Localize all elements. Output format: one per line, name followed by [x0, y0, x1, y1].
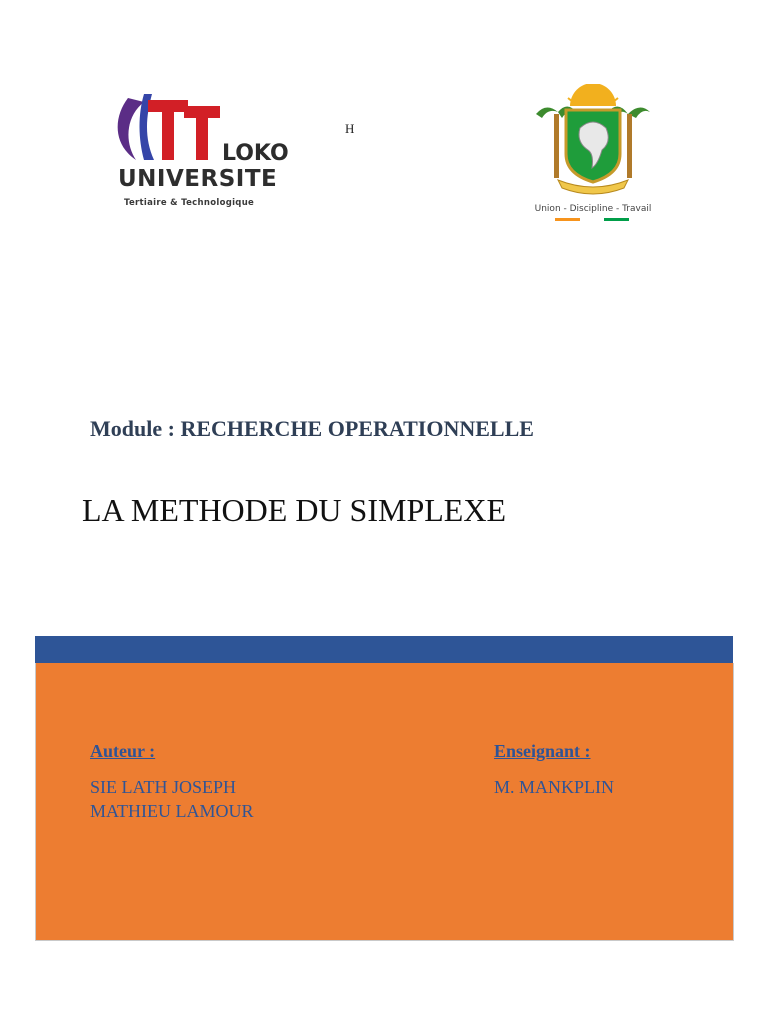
flag-stripe-white: [580, 218, 605, 221]
university-logo: [88, 86, 334, 218]
banner-info-box: [35, 663, 734, 941]
emblem-motto: Union - Discipline - Travail: [534, 204, 652, 214]
flag-stripe-green: [604, 218, 629, 221]
coat-of-arms-icon: [528, 84, 658, 202]
logo-brand-letters: LOKO: [222, 141, 289, 166]
flag-stripe-orange: [555, 218, 580, 221]
teacher-name: M. MANKPLIN: [494, 777, 615, 797]
author-name-1: SIE LATH JOSEPH: [90, 777, 237, 797]
author-label: Auteur :: [90, 741, 156, 761]
author-name-2: MATHIEU LAMOUR: [90, 801, 254, 821]
banner-top-band: [35, 636, 733, 663]
logo-wordmark: UNIVERSITE: [118, 166, 278, 192]
motto-flag-stripe: [555, 218, 629, 221]
logo-mark-icon: [88, 86, 334, 166]
logo-tagline: Tertiaire & Technologique: [124, 198, 255, 208]
stray-letter: H: [345, 121, 355, 136]
teacher-label: Enseignant :: [494, 741, 591, 761]
module-heading: Module : RECHERCHE OPERATIONNELLE: [90, 416, 534, 441]
document-title: LA METHODE DU SIMPLEXE: [82, 492, 506, 528]
coat-of-arms: [528, 84, 658, 224]
